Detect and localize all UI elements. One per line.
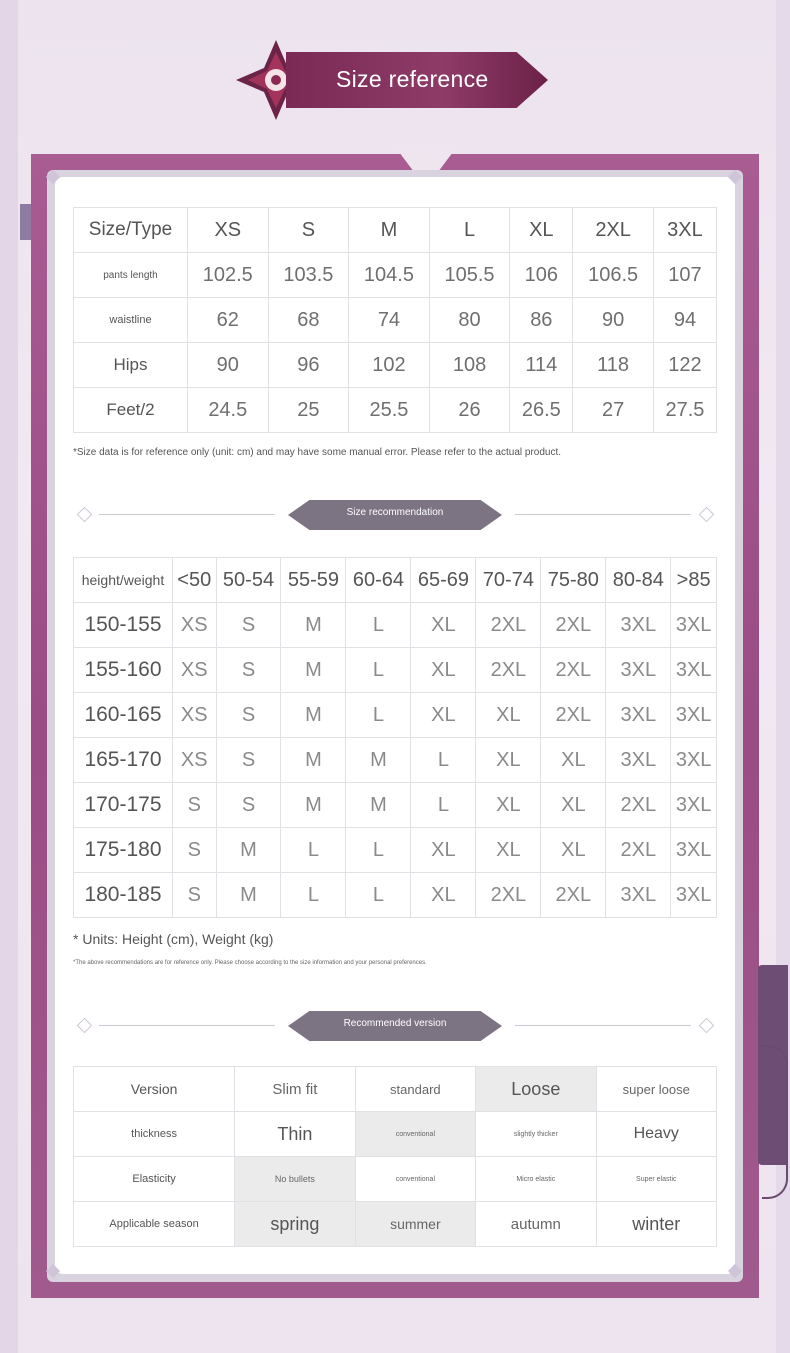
table-cell: 26 (429, 388, 510, 433)
row-label: 175-180 (74, 828, 173, 873)
diamond-ornament-icon (77, 1018, 93, 1034)
table-row (74, 1202, 717, 1247)
table-row (74, 603, 717, 648)
table-cell: 25.5 (349, 388, 430, 433)
table-row (74, 298, 717, 343)
row-label: Feet/2 (74, 388, 188, 433)
row-label: 150-155 (74, 603, 173, 648)
table-cell: M (281, 738, 346, 783)
table-cell: M (281, 783, 346, 828)
table-cell: 2XL (541, 648, 606, 693)
table-cell: XL (411, 693, 476, 738)
table-cell: L (346, 828, 411, 873)
table-cell: 3XL (606, 873, 671, 918)
table-cell: autumn (476, 1202, 596, 1247)
table-row (74, 1067, 717, 1112)
table-cell: conventional (355, 1157, 475, 1202)
table-cell: 2XL (541, 603, 606, 648)
table-row (74, 873, 717, 918)
table-row (74, 253, 717, 298)
row-label: Version (74, 1067, 235, 1112)
table-cell: S (173, 783, 217, 828)
table-cell: L (346, 693, 411, 738)
recommendation-note: *The above recommendations are for reference only. Please choose according to the size information and your personal preferences. (73, 960, 427, 966)
table-cell: 2XL (541, 693, 606, 738)
table-cell: M (216, 828, 281, 873)
table-cell: 104.5 (349, 253, 430, 298)
table-cell: 94 (653, 298, 716, 343)
table-cell: M (216, 873, 281, 918)
table-header-cell: 50-54 (216, 558, 281, 603)
table-header-row (74, 208, 717, 253)
table-header-cell: S (268, 208, 349, 253)
table-cell: 90 (188, 343, 269, 388)
table-cell: 3XL (671, 738, 717, 783)
table-header-cell: >85 (671, 558, 717, 603)
table-cell: XS (173, 603, 217, 648)
table-cell: S (216, 738, 281, 783)
table-cell: XL (411, 828, 476, 873)
table-cell: spring (235, 1202, 355, 1247)
table-row (74, 343, 717, 388)
table-cell: Thin (235, 1112, 355, 1157)
table-cell: 3XL (671, 648, 717, 693)
section-title: Recommended version (343, 1018, 447, 1029)
table-cell: XL (541, 738, 606, 783)
side-hook (762, 1045, 788, 1199)
recommendation-table (73, 557, 717, 918)
table-cell: 2XL (476, 648, 541, 693)
table-cell: S (216, 693, 281, 738)
table-cell: Loose (476, 1067, 596, 1112)
table-cell: L (346, 648, 411, 693)
table-header-cell: 3XL (653, 208, 716, 253)
table-header-cell: XL (510, 208, 573, 253)
table-cell: 3XL (606, 603, 671, 648)
table-cell: 3XL (671, 828, 717, 873)
table-cell: 118 (573, 343, 654, 388)
table-cell: 106.5 (573, 253, 654, 298)
diamond-ornament-icon (699, 1018, 715, 1034)
table-cell: 68 (268, 298, 349, 343)
page-title: Size reference (336, 66, 489, 92)
table-header-cell: 65-69 (411, 558, 476, 603)
left-border (0, 0, 18, 1353)
table-cell: 26.5 (510, 388, 573, 433)
table-header-cell: height/weight (74, 558, 173, 603)
table-cell: 90 (573, 298, 654, 343)
table-cell: 2XL (476, 603, 541, 648)
table-cell: 27 (573, 388, 654, 433)
row-label: waistline (74, 298, 188, 343)
table-cell: 102 (349, 343, 430, 388)
row-label: 155-160 (74, 648, 173, 693)
table-header-cell: 2XL (573, 208, 654, 253)
table-cell: S (173, 828, 217, 873)
table-cell: Micro elastic (476, 1157, 596, 1202)
table-cell: L (281, 828, 346, 873)
section-title: Size recommendation (346, 507, 444, 518)
table-cell: No bullets (235, 1157, 355, 1202)
table-cell: XL (476, 693, 541, 738)
table-row (74, 738, 717, 783)
table-cell: conventional (355, 1112, 475, 1157)
table-cell: 107 (653, 253, 716, 298)
table-cell: 122 (653, 343, 716, 388)
table-row (74, 388, 717, 433)
table-header-cell: L (429, 208, 510, 253)
table-cell: 86 (510, 298, 573, 343)
section-divider (73, 500, 717, 530)
table-cell: 24.5 (188, 388, 269, 433)
table-header-cell: 60-64 (346, 558, 411, 603)
row-label: 160-165 (74, 693, 173, 738)
row-label: thickness (74, 1112, 235, 1157)
table-cell: slightly thicker (476, 1112, 596, 1157)
table-header-cell: 55-59 (281, 558, 346, 603)
table-cell: S (216, 783, 281, 828)
table-cell: XL (411, 603, 476, 648)
table-cell: L (411, 738, 476, 783)
row-label: Applicable season (74, 1202, 235, 1247)
table-header-cell: <50 (173, 558, 217, 603)
table-cell: 2XL (606, 783, 671, 828)
table-header-cell: XS (188, 208, 269, 253)
table-cell: M (281, 648, 346, 693)
table-header-cell: 80-84 (606, 558, 671, 603)
table-cell: 3XL (671, 693, 717, 738)
table-cell: M (346, 738, 411, 783)
table-cell: 3XL (671, 873, 717, 918)
diamond-ornament-icon (77, 507, 93, 523)
table-cell: 3XL (671, 783, 717, 828)
table-cell: 2XL (541, 873, 606, 918)
table-cell: 96 (268, 343, 349, 388)
table-cell: summer (355, 1202, 475, 1247)
table-cell: XL (476, 738, 541, 783)
table-cell: XL (411, 873, 476, 918)
table-cell: S (216, 648, 281, 693)
table-cell: XL (541, 828, 606, 873)
table-cell: Heavy (596, 1112, 716, 1157)
table-header-row (74, 558, 717, 603)
row-label: Hips (74, 343, 188, 388)
table-cell: XL (476, 783, 541, 828)
diamond-ornament-icon (699, 507, 715, 523)
table-cell: M (281, 603, 346, 648)
table-header-cell: 70-74 (476, 558, 541, 603)
table-cell: Slim fit (235, 1067, 355, 1112)
row-label: pants length (74, 253, 188, 298)
table-cell: Super elastic (596, 1157, 716, 1202)
table-cell: 3XL (606, 693, 671, 738)
size-table (73, 207, 717, 433)
table-row (74, 648, 717, 693)
table-cell: 2XL (476, 873, 541, 918)
version-table (73, 1066, 717, 1247)
table-cell: L (346, 873, 411, 918)
table-cell: 2XL (606, 828, 671, 873)
row-label: 165-170 (74, 738, 173, 783)
table-cell: XS (173, 693, 217, 738)
table-cell: 114 (510, 343, 573, 388)
table-header-cell: Size/Type (74, 208, 188, 253)
table-cell: XS (173, 738, 217, 783)
table-cell: 106 (510, 253, 573, 298)
table-cell: 103.5 (268, 253, 349, 298)
table-cell: XL (411, 648, 476, 693)
table-cell: 3XL (671, 603, 717, 648)
table-cell: L (411, 783, 476, 828)
table-cell: 27.5 (653, 388, 716, 433)
table-cell: L (346, 603, 411, 648)
table-cell: 102.5 (188, 253, 269, 298)
table-cell: L (281, 873, 346, 918)
table-cell: 3XL (606, 738, 671, 783)
table-cell: XS (173, 648, 217, 693)
table-cell: 62 (188, 298, 269, 343)
table-row (74, 1157, 717, 1202)
table-cell: 80 (429, 298, 510, 343)
header-banner (228, 34, 564, 130)
table-cell: XL (476, 828, 541, 873)
table-cell: standard (355, 1067, 475, 1112)
section-divider (73, 1011, 717, 1041)
table-cell: S (173, 873, 217, 918)
table-cell: 108 (429, 343, 510, 388)
table-header-cell: M (349, 208, 430, 253)
table-row (74, 1112, 717, 1157)
row-label: 170-175 (74, 783, 173, 828)
table-cell: 105.5 (429, 253, 510, 298)
row-label: 180-185 (74, 873, 173, 918)
size-note: *Size data is for reference only (unit: cm) and may have some manual error. Please refer to the actual product. (73, 447, 562, 458)
table-cell: super loose (596, 1067, 716, 1112)
table-cell: S (216, 603, 281, 648)
table-cell: 3XL (606, 648, 671, 693)
table-header-cell: 75-80 (541, 558, 606, 603)
table-cell: M (346, 783, 411, 828)
table-row (74, 783, 717, 828)
row-label: Elasticity (74, 1157, 235, 1202)
table-cell: 74 (349, 298, 430, 343)
table-cell: M (281, 693, 346, 738)
table-cell: winter (596, 1202, 716, 1247)
units-note: * Units: Height (cm), Weight (kg) (73, 931, 274, 947)
table-cell: 25 (268, 388, 349, 433)
table-row (74, 828, 717, 873)
table-cell: XL (541, 783, 606, 828)
table-row (74, 693, 717, 738)
